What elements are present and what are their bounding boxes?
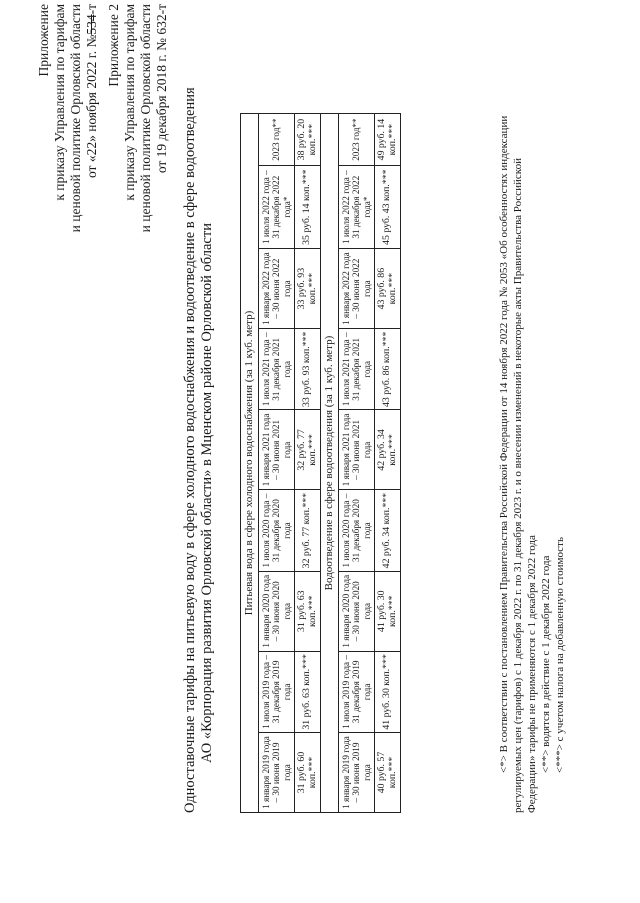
- appendix-1-line2: и ценовой политике Орловской области: [68, 4, 83, 233]
- waste-period-cell: 1 января 2019 года – 30 июня 2019 года: [338, 733, 375, 813]
- water-value-cell: 31 руб. 60 коп.***: [295, 733, 321, 813]
- waste-value-cell: 42 руб. 34 коп.***: [375, 490, 401, 571]
- water-period-cell: 1 января 2021 года – 30 июня 2021 года: [258, 410, 295, 490]
- water-value-cell: 32 руб. 77 коп.***: [295, 490, 321, 571]
- waste-period-cell: 1 июля 2022 года – 31 декабря 2022 года*: [338, 166, 375, 249]
- waste-period-cell: 1 июля 2021 года – 31 декабря 2021 года: [338, 329, 375, 410]
- appendix-1-suffix: -т: [84, 4, 99, 15]
- appendix-2-line3: от 19 декабря 2018 г. № 632-т: [154, 4, 169, 174]
- waste-header-row: [321, 114, 339, 813]
- water-period-row: [258, 114, 295, 813]
- water-value-row: [295, 114, 321, 813]
- waste-period-cell: 1 января 2020 года – 30 июня 2020 года: [338, 571, 375, 651]
- waste-value-cell: 41 руб. 30 коп.***: [375, 571, 401, 651]
- waste-value-cell: 41 руб. 30 коп.***: [375, 651, 401, 732]
- footnote-1-line2: регулируемых цен (тарифов) с 1 декабря 2022 г. по 31 декабря 2023 г. и о внесении изменений в некоторые акты Правительства Российской: [512, 158, 524, 813]
- water-value-cell: 31 руб. 63 коп.***: [295, 571, 321, 651]
- water-value-cell: 32 руб. 77 коп.***: [295, 410, 321, 490]
- water-period-cell: 1 июля 2021 года – 31 декабря 2021 года: [258, 329, 295, 410]
- water-value-cell: 31 руб. 63 коп.***: [295, 651, 321, 732]
- water-value-cell: 35 руб. 14 коп.***: [295, 166, 321, 249]
- water-period-cell: 1 января 2022 года – 30 июня 2022 года: [258, 249, 295, 329]
- water-period-cell: 1 июля 2022 года – 31 декабря 2022 года*: [258, 166, 295, 249]
- document-title: [182, 87, 216, 813]
- appendix-1-date-prefix: от «22» ноября 2022 г. №: [84, 34, 99, 179]
- water-value-cell: 33 руб. 93 коп.***: [295, 249, 321, 329]
- footnote-2: <**> водятся в действие с 1 декабря 2022 года: [540, 555, 552, 773]
- water-header-row: [241, 114, 259, 813]
- footnote-3: <***> с учетом налога на добавленную стоимость: [554, 537, 566, 773]
- waste-value-row: [375, 114, 401, 813]
- waste-section-header: Водоотведение в сфере водоотведения (за 1 куб. метр): [321, 114, 339, 813]
- footnote-1-line1: <*> В соответствии с постановлением Правительства Российской Федерации от 14 ноября 2022 года № 2053 «Об особенностях индексации: [498, 115, 510, 773]
- waste-value-cell: 42 руб. 34 коп.***: [375, 410, 401, 490]
- waste-value-cell: 45 руб. 43 коп.***: [375, 166, 401, 249]
- water-period-cell: 1 января 2020 года – 30 июня 2020 года: [258, 571, 295, 651]
- water-period-cell: 2023 год**: [258, 114, 295, 166]
- water-value-cell: 38 руб. 20 коп.***: [295, 114, 321, 166]
- waste-value-cell: 40 руб. 57 коп.***: [375, 733, 401, 813]
- tariff-table: [240, 113, 401, 813]
- appendix-1-header: [36, 4, 100, 232]
- waste-value-cell: 49 руб. 14 коп.***: [375, 114, 401, 166]
- water-period-cell: 1 июля 2019 года – 31 декабря 2019 года: [258, 651, 295, 732]
- water-value-cell: 33 руб. 93 коп.***: [295, 329, 321, 410]
- waste-value-cell: 43 руб. 86 коп.***: [375, 249, 401, 329]
- document-title-line1: Одноставочные тарифы на питьевую воду в сфере холодного водоснабжения и водоотведение в сфере водоотведения: [182, 87, 198, 813]
- waste-period-cell: 1 июля 2020 года – 31 декабря 2020 года: [338, 490, 375, 571]
- waste-period-cell: 1 июля 2019 года – 31 декабря 2019 года: [338, 651, 375, 732]
- appendix-2-line2: и ценовой политике Орловской области: [138, 4, 153, 233]
- footnote-1-line3: Федерации» тарифы не применяются с 1 декабря 2022 года: [526, 535, 538, 813]
- footnotes: [497, 93, 567, 813]
- waste-period-cell: 2023 год**: [338, 114, 375, 166]
- appendix-1-date: [84, 4, 100, 232]
- appendix-1-title: Приложение: [36, 4, 51, 77]
- water-section-header: Питьевая вода в сфере холодного водоснабжения (за 1 куб. метр): [241, 114, 259, 813]
- water-period-cell: 1 июля 2020 года – 31 декабря 2020 года: [258, 490, 295, 571]
- waste-value-cell: 43 руб. 86 коп.***: [375, 329, 401, 410]
- waste-period-cell: 1 января 2021 года – 30 июня 2021 года: [338, 410, 375, 490]
- water-period-cell: 1 января 2019 года – 30 июня 2019 года: [258, 733, 295, 813]
- document-title-line2: АО «Корпорация развития Орловской области» в Мценском районе Орловской области: [199, 223, 215, 763]
- appendix-2-line1: к приказу Управления по тарифам: [122, 4, 137, 201]
- waste-period-cell: 1 января 2022 года – 30 июня 2022 года: [338, 249, 375, 329]
- waste-period-row: [338, 114, 375, 813]
- appendix-2-header: [106, 4, 170, 232]
- appendix-1-line1: к приказу Управления по тарифам: [52, 4, 67, 201]
- appendix-1-number: 534: [84, 14, 99, 35]
- appendix-2-title: Приложение 2: [106, 4, 121, 87]
